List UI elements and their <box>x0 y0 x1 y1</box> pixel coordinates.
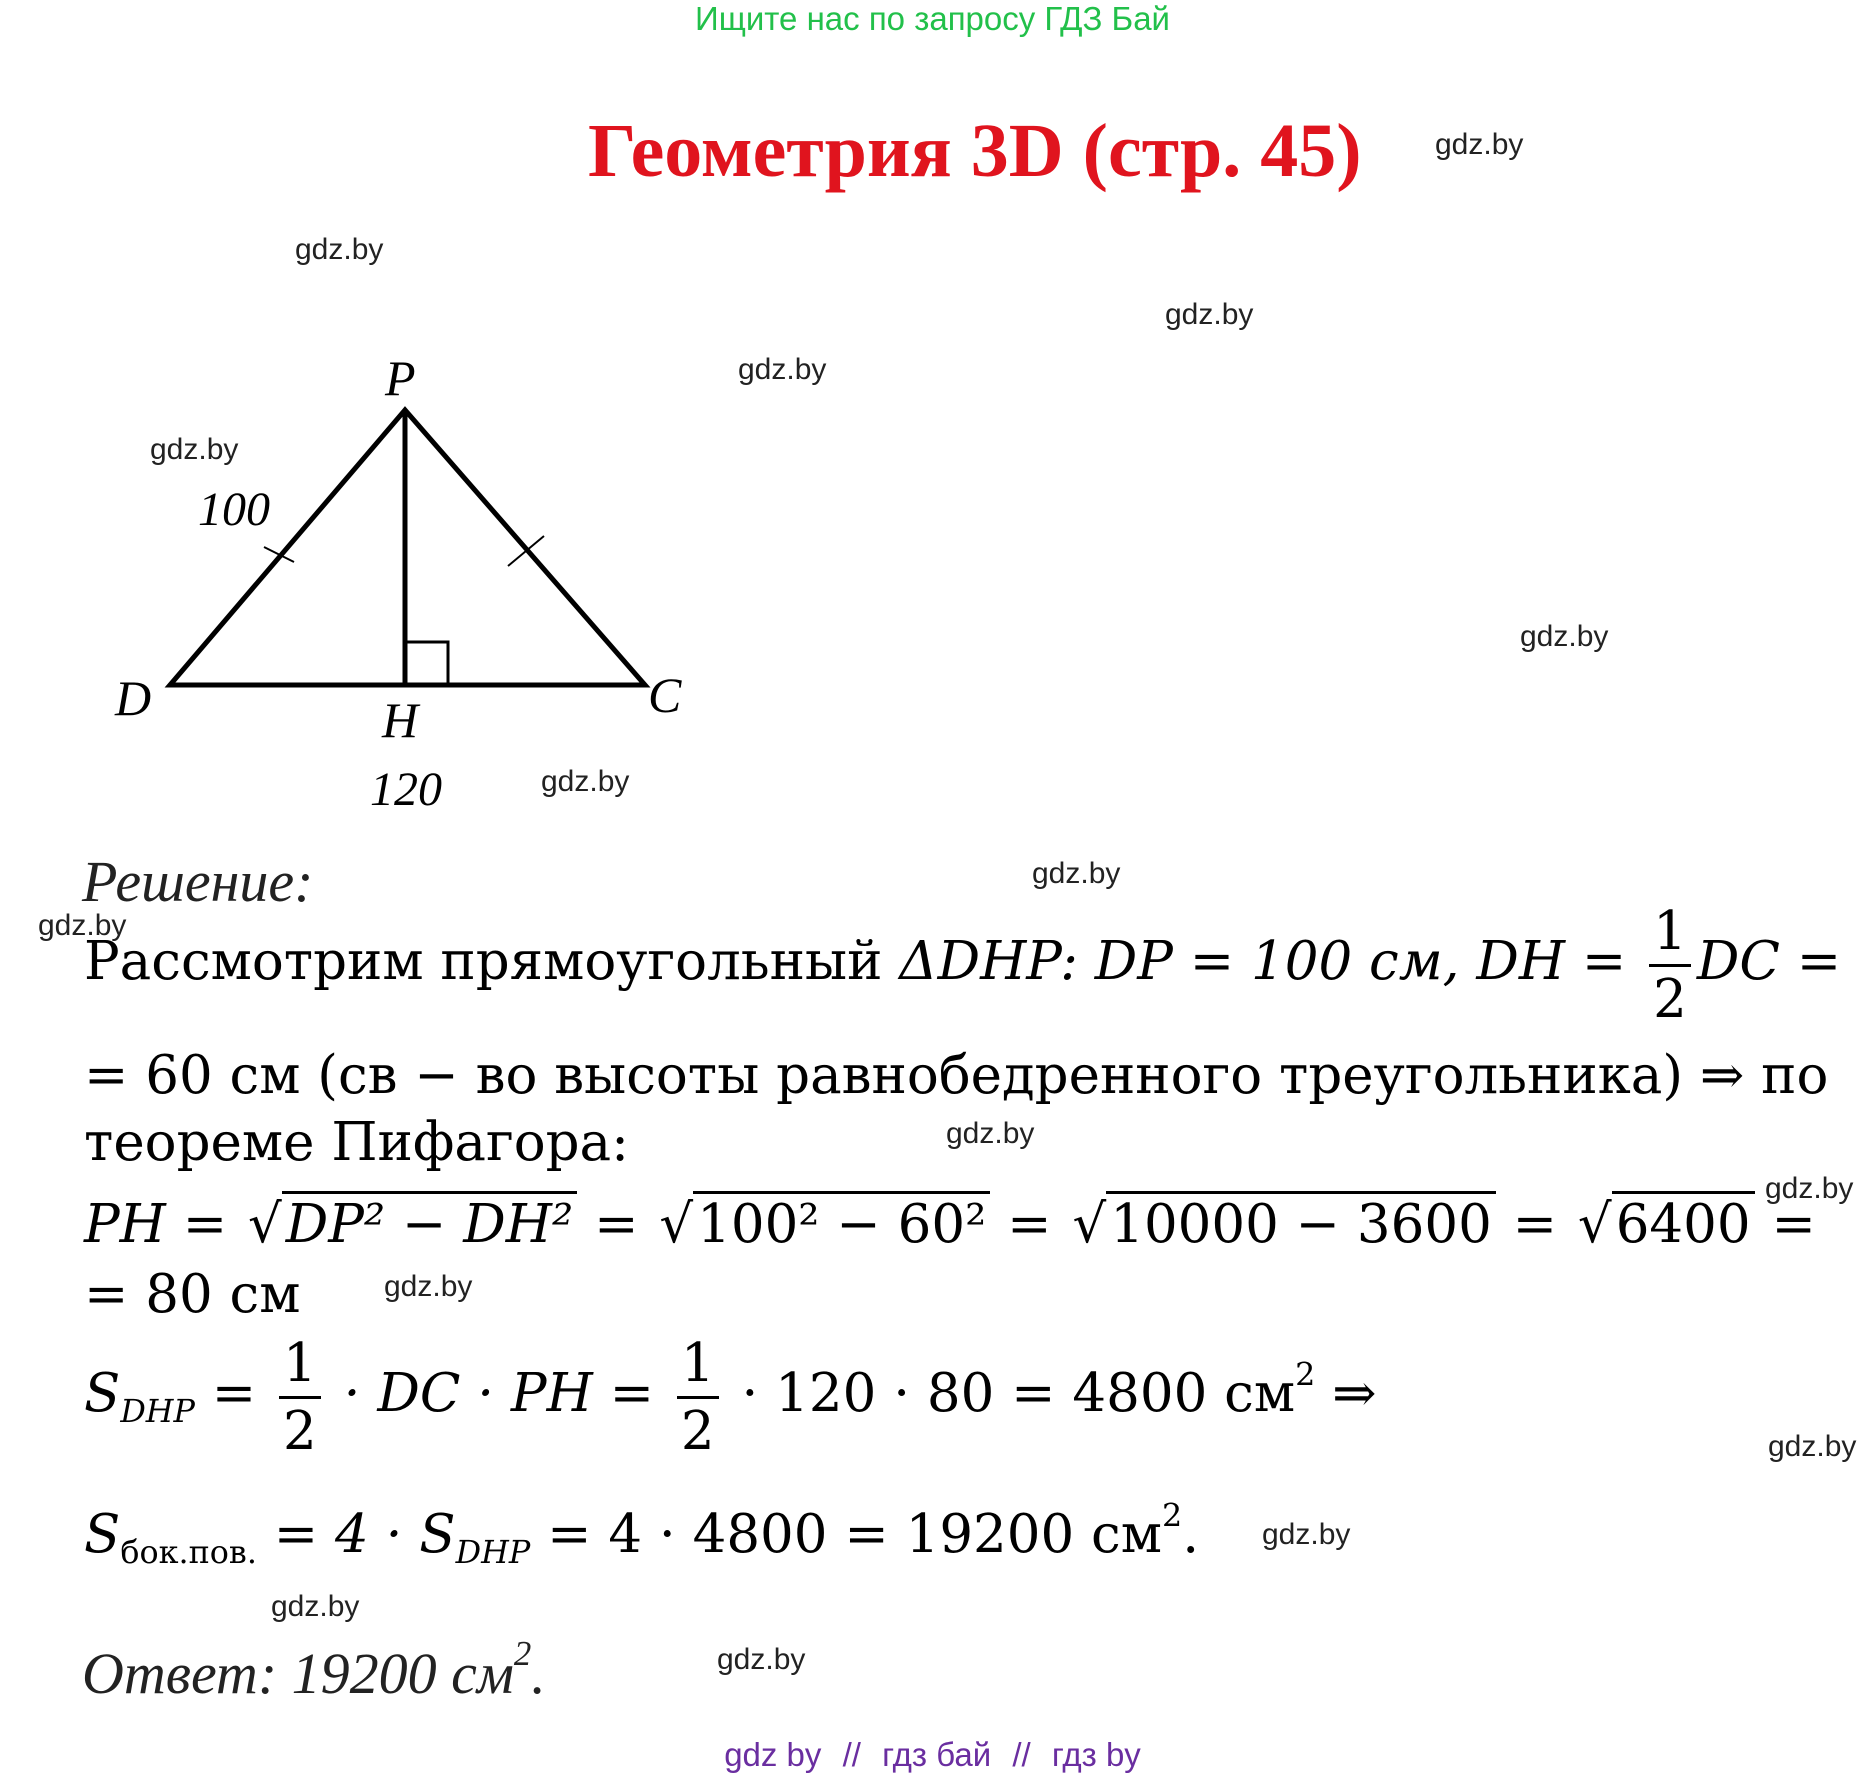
right-angle-mark <box>405 642 448 685</box>
watermark: gdz.by <box>1520 620 1609 653</box>
answer-end: . <box>531 1641 546 1706</box>
solution-line-1 <box>84 901 1842 1030</box>
watermark: gdz.by <box>38 909 127 942</box>
sqrt-4: √6400 <box>1574 1198 1755 1251</box>
sqrt-1: √DP² − DH² <box>244 1198 577 1251</box>
line1-rest: : DP = 100 см, DH = <box>1060 931 1644 992</box>
area-fraction-2 <box>677 1333 719 1462</box>
ph-start: PH = <box>84 1194 244 1255</box>
solution-line-3: теореме Пифагора: <box>84 1112 630 1173</box>
fraction-denominator: 2 <box>680 1401 715 1462</box>
footer-link-gdz-by-ru[interactable]: гдз by <box>1051 1736 1141 1773</box>
area-formula-line: $S_{DHP}$ = $\frac{1}{2}$ · DC · PH = $\frac{1}{2}$ · 120 · 80 = 4800 $см^2$ ⇒ <box>84 1333 1377 1462</box>
triangle-name: ΔDHP <box>899 931 1061 992</box>
answer-text: Ответ: 19200 см <box>82 1641 514 1706</box>
watermark: gdz.by <box>541 765 630 798</box>
watermark: gdz.by <box>150 433 239 466</box>
answer-line <box>82 1634 546 1707</box>
footer-link-gdz-by[interactable]: gdz by <box>724 1736 822 1773</box>
lateral-rest: = 4 · 4800 = 19200 см <box>530 1504 1162 1565</box>
top-banner: Ищите нас по запросу ГДЗ Бай <box>695 0 1170 37</box>
fraction-numerator: 1 <box>1649 905 1691 967</box>
triangle-figure <box>100 340 700 820</box>
footer-link-gdz-bai[interactable]: гдз бай <box>882 1736 992 1773</box>
sqrt-2: √100² − 60² <box>655 1198 990 1251</box>
vertex-label-p: P <box>385 350 416 406</box>
watermark: gdz.by <box>946 1117 1035 1150</box>
fraction-denominator: 2 <box>283 1401 317 1462</box>
area-mid-2: · 120 · 80 = 4800 см <box>724 1363 1296 1424</box>
pythagoras-line <box>84 1194 1816 1255</box>
fraction-half <box>1649 901 1691 1030</box>
footer-separator: // <box>842 1736 861 1773</box>
lateral-lhs: S <box>84 1504 121 1565</box>
sqrt-2-radicand: 100² − 60² <box>693 1191 990 1255</box>
page-title: Геометрия 3D (стр. 45) <box>588 109 1362 193</box>
watermark: gdz.by <box>1262 1518 1351 1551</box>
sqrt-4-radicand: 6400 <box>1612 1191 1755 1255</box>
watermark: gdz.by <box>271 1590 360 1623</box>
fraction-denominator: 2 <box>1653 969 1687 1030</box>
vertex-label-c: C <box>648 667 682 723</box>
ph-eq-3: = <box>1495 1194 1574 1255</box>
ph-result: = 80 см <box>84 1264 301 1325</box>
watermark: gdz.by <box>1165 298 1254 331</box>
line1-text: Рассмотрим прямоугольный <box>84 931 900 992</box>
watermark: gdz.by <box>1435 128 1524 161</box>
area-lhs-subscript: DHP <box>120 1393 195 1431</box>
area-implies: ⇒ <box>1315 1363 1377 1424</box>
base-length-label: 120 <box>370 763 442 816</box>
watermark: gdz.by <box>1032 857 1121 890</box>
watermark: gdz.by <box>384 1270 473 1303</box>
sqrt-3: √10000 − 3600 <box>1068 1198 1495 1251</box>
solution-heading: Решение: <box>82 849 314 914</box>
watermark: gdz.by <box>1768 1430 1857 1463</box>
footer-links <box>0 1736 1865 1774</box>
ph-eq-2: = <box>990 1194 1069 1255</box>
lateral-end: . <box>1182 1504 1200 1565</box>
line1-end: DC = <box>1696 931 1842 992</box>
sqrt-1-radicand: DP² − DH² <box>282 1191 577 1255</box>
watermark: gdz.by <box>717 1643 806 1676</box>
watermark: gdz.by <box>738 353 827 386</box>
lateral-area-line <box>84 1497 1200 1572</box>
side-length-label: 100 <box>198 483 270 536</box>
area-unit-exponent: 2 <box>1295 1356 1316 1394</box>
area-mid-1: · DC · PH = <box>326 1363 671 1424</box>
vertex-label-h: H <box>382 692 419 748</box>
lateral-subscript-2: DHP <box>455 1534 531 1572</box>
lateral-subscript: бок.пов. <box>120 1534 257 1572</box>
watermark: gdz.by <box>295 233 384 266</box>
area-lhs: S <box>84 1363 121 1424</box>
watermark: gdz.by <box>1765 1172 1854 1205</box>
lateral-mid: = 4 · S <box>256 1504 456 1565</box>
sqrt-3-radicand: 10000 − 3600 <box>1106 1191 1496 1255</box>
answer-exponent: 2 <box>513 1634 532 1674</box>
ph-eq-1: = <box>577 1194 656 1255</box>
ph-eq-4: = <box>1754 1194 1816 1255</box>
fraction-numerator: 1 <box>279 1337 321 1399</box>
vertex-label-d: D <box>115 670 152 726</box>
lateral-unit-exponent: 2 <box>1161 1497 1183 1535</box>
footer-separator: // <box>1012 1736 1031 1773</box>
fraction-numerator: 1 <box>677 1337 719 1399</box>
area-fraction-1 <box>279 1333 321 1462</box>
solution-line-2: = 60 см (св − во высоты равнобедренного треугольника) ⇒ по <box>84 1045 1829 1106</box>
